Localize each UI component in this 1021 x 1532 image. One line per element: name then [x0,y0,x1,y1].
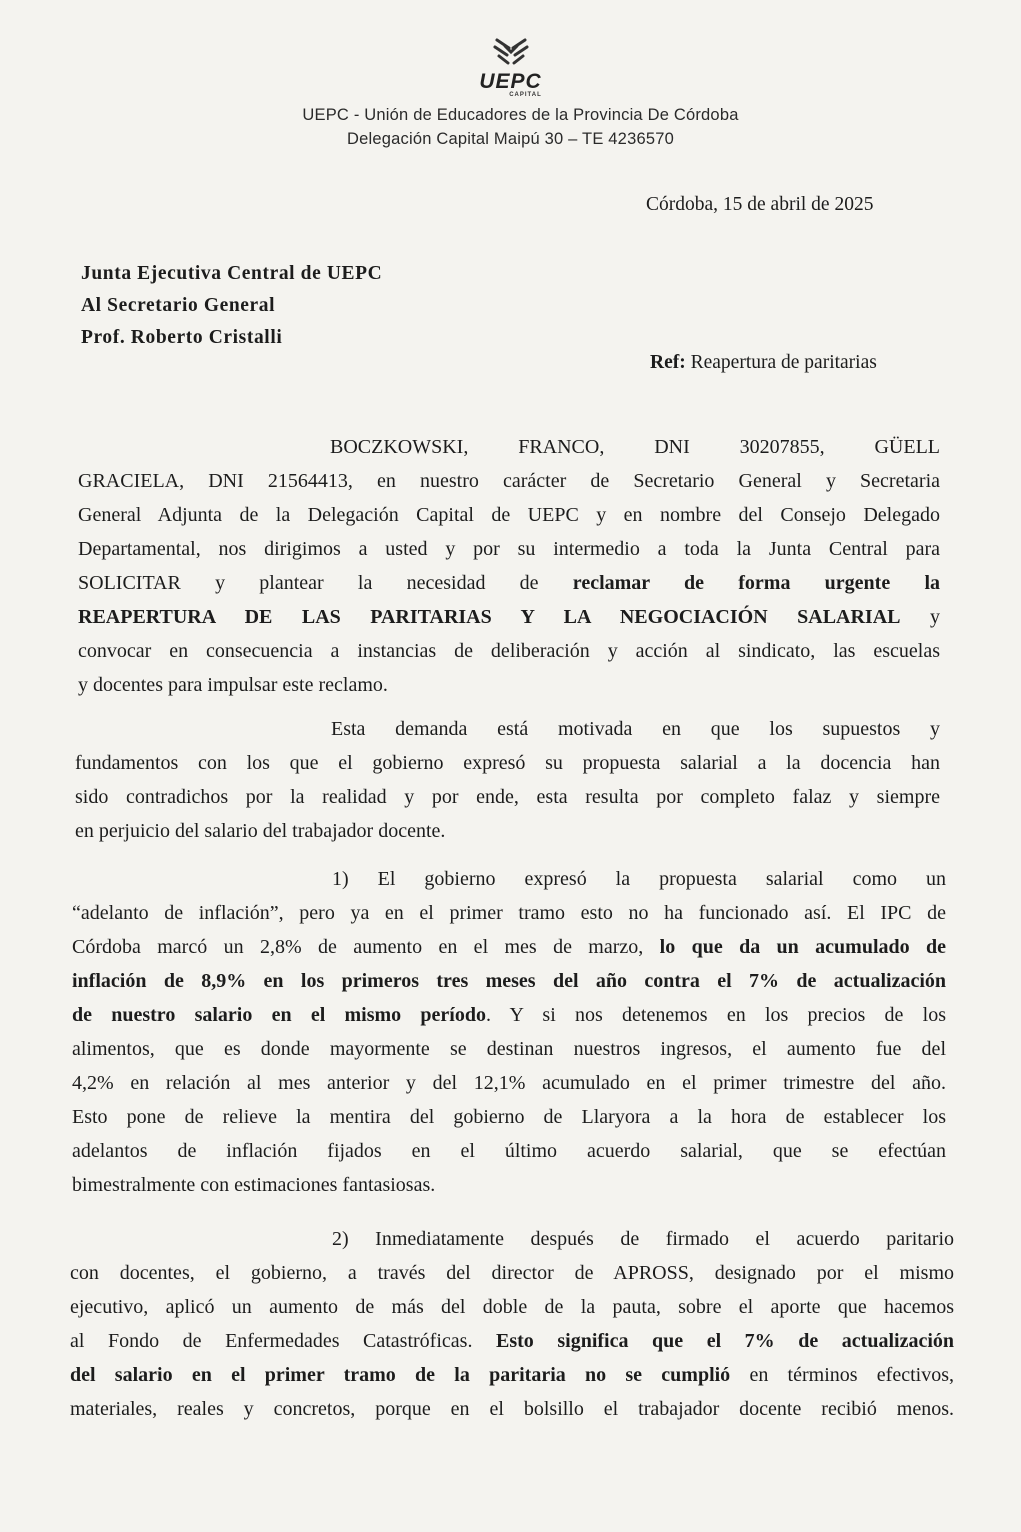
text-line: ejecutivo, aplicó un aumento de más del doble de la pauta, sobre el aporte que hacemos [70,1296,954,1318]
text-line: y docentes para impulsar este reclamo. [78,674,388,696]
text-span: SOLICITAR y plantear la necesidad de [78,572,539,594]
text-span: 2) Inmediatamente después de firmado el acuerdo paritario [332,1228,954,1250]
bold-text: reclamar de forma urgente la [572,572,940,594]
text-line [72,964,946,998]
text-line [70,1222,954,1256]
text-line [70,1358,954,1392]
recipient-block [81,258,382,354]
reference-line [650,352,877,374]
recipient-line: Junta Ejecutiva Central de UEPC [81,263,383,284]
bold-text: inflación de 8,9% en los primeros tres meses del año contra el 7% de actualización [72,970,946,992]
text-span: al Fondo de Enfermedades Catastróficas. [70,1330,473,1352]
text-line: bimestralmente con estimaciones fantasiosas. [72,1174,436,1196]
uepc-logo [441,36,581,98]
paragraph-3 [72,862,946,1202]
bold-text: REAPERTURA DE LAS PARITARIAS Y LA NEGOCIACIÓN SALARIAL [78,606,901,628]
letter-date: Córdoba, 15 de abril de 2025 [646,194,874,215]
organization-address: Delegación Capital Maipú 30 – TE 4236570 [347,130,674,148]
paragraph-4 [70,1222,954,1426]
recipient-line: Prof. Roberto Cristalli [81,327,283,348]
text-line [75,712,940,746]
bold-text: de nuestro salario en el mismo período [72,1004,486,1026]
bold-text: Esto significa que el 7% de actualización [496,1330,954,1352]
text-line: 4,2% en relación al mes anterior y del 12,1% acumulado en el primer trimestre del año. [72,1072,946,1094]
logo-subtitle: CAPITAL [509,92,542,98]
text-line [72,930,946,964]
text-line: GRACIELA, DNI 21564413, en nuestro carácter de Secretario General y Secretaria [78,470,940,492]
text-line: convocar en consecuencia a instancias de deliberación y acción al sindicato, las escuelas [78,640,940,662]
text-span: BOCZKOWSKI, FRANCO, DNI 30207855, GÜELL [330,436,940,458]
text-line [78,430,940,464]
bold-text: del salario en el primer tramo de la paritaria no se cumplió [70,1364,731,1386]
text-span: y [930,606,940,628]
text-line: materiales, reales y concretos, porque en el bolsillo el trabajador docente recibió menos. [70,1398,954,1420]
paragraph-1 [78,430,940,702]
logo-emblem-icon [489,36,533,70]
text-span: en términos efectivos, [749,1364,954,1386]
recipient-line: Al Secretario General [81,295,276,316]
organization-name: UEPC - Unión de Educadores de la Provincia De Córdoba [302,106,739,124]
text-span: Córdoba marcó un 2,8% de aumento en el mes de marzo, [72,936,644,958]
text-line: fundamentos con los que el gobierno expresó su propuesta salarial a la docencia han [75,752,940,774]
letterhead [0,36,1021,149]
text-line: Departamental, nos dirigimos a usted y por su intermedio a toda la Junta Central para [78,538,940,560]
text-span: . Y si nos detenemos en los precios de los [485,1004,946,1026]
reference-label: Ref: [650,352,686,373]
text-line: General Adjunta de la Delegación Capital de UEPC y en nombre del Consejo Delegado [78,504,940,526]
text-span: Esta demanda está motivada en que los supuestos y [331,718,940,740]
text-line [72,862,946,896]
text-line [78,600,940,634]
text-line [78,566,940,600]
text-line [70,1324,954,1358]
text-line: con docentes, el gobierno, a través del director de APROSS, designado por el mismo [70,1262,954,1284]
logo-wordmark: UEPC [479,70,542,93]
text-span: 1) El gobierno expresó la propuesta salarial como un [332,868,946,890]
bold-text: lo que da un acumulado de [659,936,946,958]
reference-text: Reapertura de paritarias [690,352,877,373]
text-line: adelantos de inflación fijados en el último acuerdo salarial, que se efectúan [72,1140,946,1162]
paragraph-2 [75,712,940,848]
text-line: sido contradichos por la realidad y por ende, esta resulta por completo falaz y siempre [75,786,940,808]
text-line [72,998,946,1032]
text-line: “adelanto de inflación”, pero ya en el primer tramo esto no ha funcionado así. El IPC de [72,902,946,924]
text-line: en perjuicio del salario del trabajador docente. [75,820,446,842]
text-line: alimentos, que es donde mayormente se destinan nuestros ingresos, el aumento fue del [72,1038,946,1060]
text-line: Esto pone de relieve la mentira del gobierno de Llaryora a la hora de establecer los [72,1106,946,1128]
